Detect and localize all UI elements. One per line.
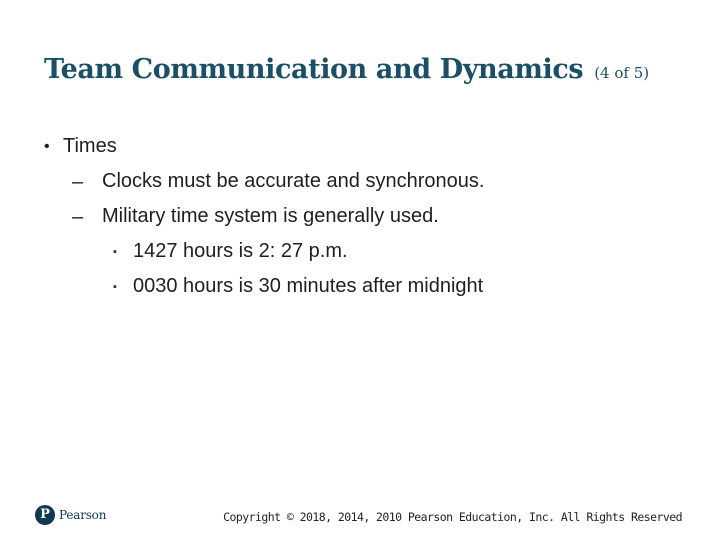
- pearson-logo-text: Pearson: [59, 508, 107, 522]
- slide-title-suffix: (4 of 5): [594, 64, 650, 82]
- dash-icon: –: [72, 171, 84, 193]
- bullet-dot-icon: •: [44, 138, 50, 155]
- sub-sub-bullet-1427: [44, 241, 484, 276]
- sub-sub-bullet-text: 1427 hours is 2: 27 p.m.: [133, 240, 348, 262]
- sub-bullet-text: Clocks must be accurate and synchronous.: [102, 170, 485, 192]
- square-bullet-icon: ▪: [113, 281, 117, 293]
- sub-bullet-text: Military time system is generally used.: [102, 205, 439, 227]
- square-bullet-icon: ▪: [113, 246, 117, 258]
- copyright-notice: Copyright © 2018, 2014, 2010 Pearson Education, Inc. All Rights Reserved: [223, 510, 682, 524]
- sub-bullet-military-time: [44, 206, 484, 241]
- bullet-text: Times: [63, 135, 117, 157]
- slide-title-text: Team Communication and Dynamics: [44, 54, 584, 85]
- dash-icon: –: [72, 206, 84, 228]
- pearson-logo-icon: P: [35, 505, 55, 525]
- bullet-times: [44, 136, 484, 171]
- slide-title: [44, 56, 649, 83]
- slide-body: [44, 136, 484, 311]
- sub-bullet-clocks: [44, 171, 484, 206]
- pearson-logo: [35, 505, 106, 525]
- sub-sub-bullet-text: 0030 hours is 30 minutes after midnight: [133, 275, 484, 297]
- sub-sub-bullet-0030: [44, 276, 484, 311]
- slide-footer: [0, 500, 720, 534]
